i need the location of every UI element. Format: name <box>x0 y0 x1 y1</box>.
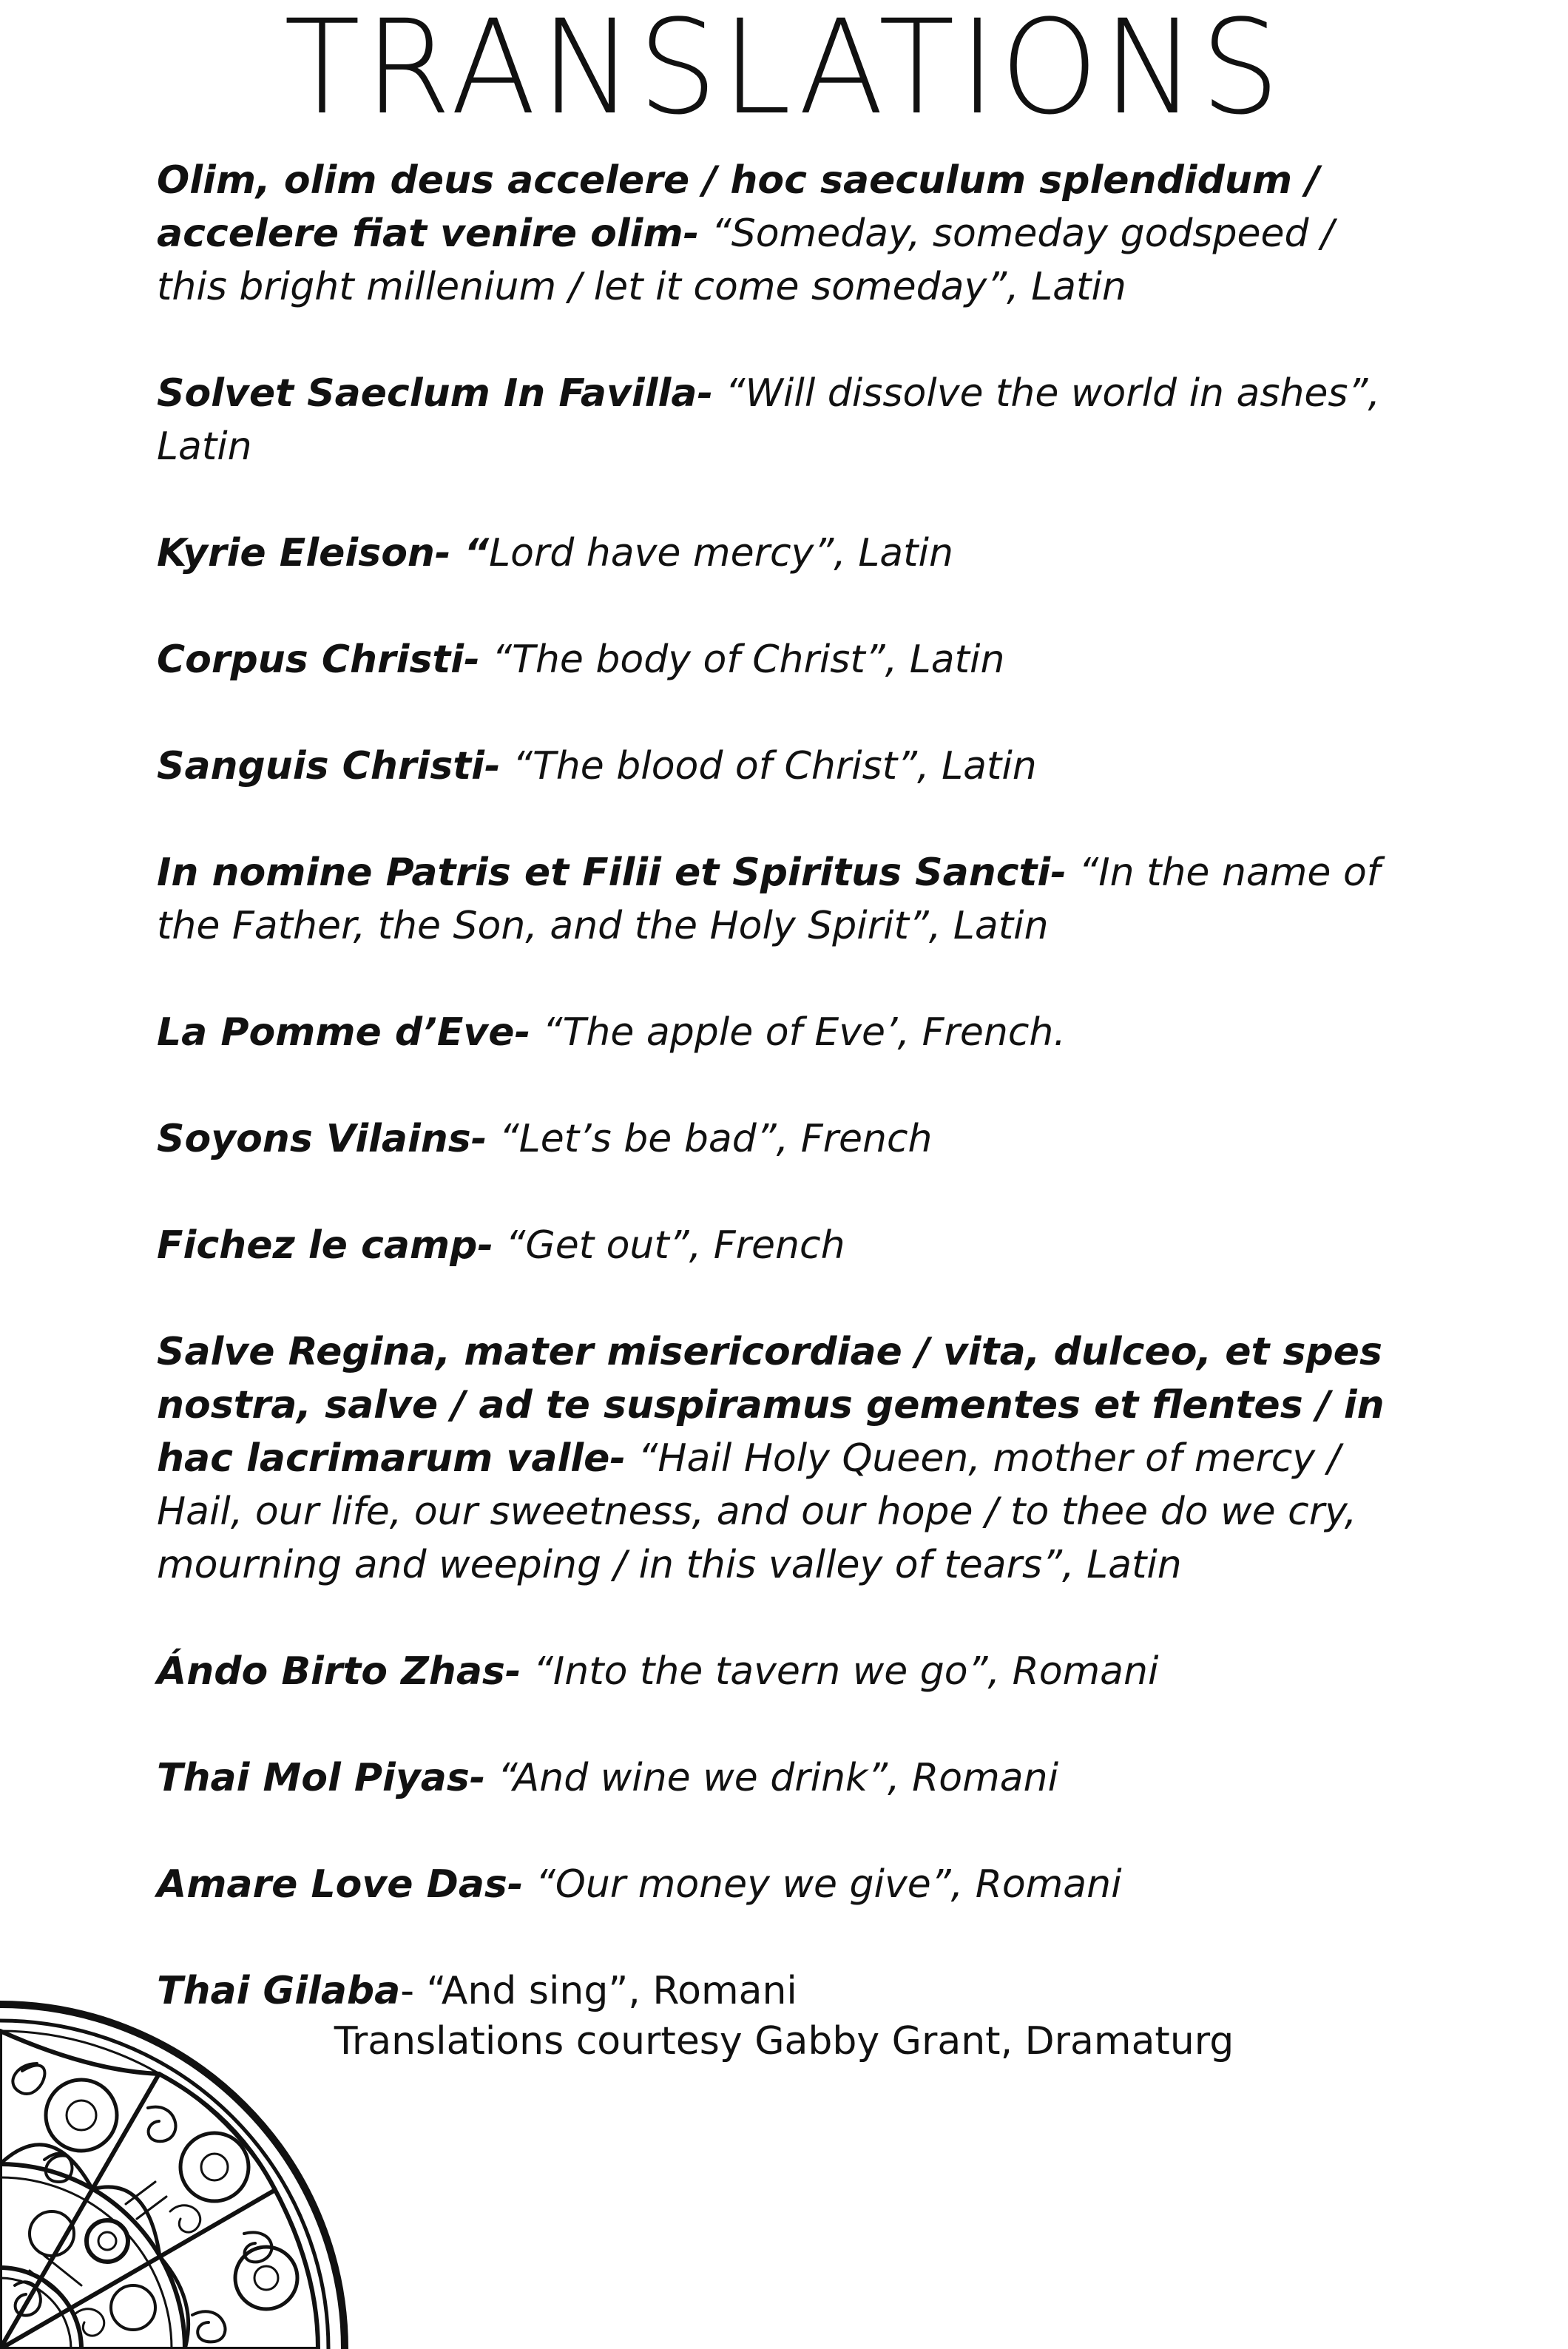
entry-term: Salve Regina, mater misericordiae / vita, dulceo, et spes nostra, salve / ad te suspiramus gementes et flentes / in hac lacrimarum valle- <box>157 1330 1385 1481</box>
entry-gloss: “Someday, someday godspeed / this bright millenium / let it come someday”, Latin <box>157 212 1334 309</box>
entry-gloss: - “And sing”, Romani <box>400 1969 797 2013</box>
entry-gloss: “The body of Christ”, Latin <box>479 638 1005 682</box>
entry-term: Ándo Birto Zhas- <box>157 1649 521 1694</box>
entry-gloss: Lord have mercy”, Latin <box>489 531 953 575</box>
page-title: TRANSLATIONS <box>283 0 1285 143</box>
entry-gloss: “Will dissolve the world in ashes”, Latin <box>157 371 1380 469</box>
translation-entry <box>157 846 1399 953</box>
entry-gloss: “The blood of Christ”, Latin <box>500 744 1037 788</box>
rose-window-icon <box>0 1990 355 2349</box>
translation-entry <box>157 740 1399 793</box>
translation-entry <box>157 154 1399 314</box>
translation-entry <box>157 1219 1399 1272</box>
translation-entry <box>157 633 1399 686</box>
entry-gloss: “Let’s be bad”, French <box>487 1117 933 1161</box>
entry-term: In nomine Patris et Filii et Spiritus Sancti- <box>157 851 1067 895</box>
translation-entry <box>157 1858 1399 1911</box>
entry-term: Amare Love Das- <box>157 1862 524 1907</box>
entry-gloss: “Get out”, French <box>493 1223 845 1268</box>
translation-entry <box>157 1751 1399 1805</box>
entry-term: Corpus Christi- <box>157 638 480 682</box>
translation-entry <box>157 1006 1399 1059</box>
entry-term: Fichez le camp- <box>157 1223 493 1268</box>
entry-term: Kyrie Eleison- “ <box>157 531 490 575</box>
entry-term: Thai Gilaba <box>157 1969 401 2013</box>
entry-gloss: “In the name of the Father, the Son, and the Holy Spirit”, Latin <box>157 851 1381 948</box>
translation-entry <box>157 1112 1399 1166</box>
entry-term: Solvet Saeclum In Favilla- <box>157 371 714 416</box>
entry-gloss: “Hail Holy Queen, mother of mercy / Hail, our life, our sweetness, and our hope / to thee do we cry, mourning and weeping / in this valley of tears”, Latin <box>157 1436 1357 1587</box>
entry-gloss: “The apple of Eve’, French. <box>530 1010 1066 1055</box>
entry-term: La Pomme d’Eve- <box>157 1010 531 1055</box>
entry-term: Sanguis Christi- <box>157 744 501 788</box>
entry-term: Soyons Vilains- <box>157 1117 487 1161</box>
translation-entry <box>157 527 1399 580</box>
entry-gloss: “Into the tavern we go”, Romani <box>521 1649 1159 1694</box>
translation-entry <box>157 1645 1399 1698</box>
entry-term: Olim, olim deus accelere / hoc saeculum splendidum / accelere fiat venire olim- <box>157 158 1320 256</box>
translation-entry <box>157 367 1399 473</box>
entry-gloss: “And wine we drink”, Romani <box>485 1756 1059 1800</box>
translation-entry <box>157 1325 1399 1592</box>
entry-gloss: “Our money we give”, Romani <box>523 1862 1122 1907</box>
entry-term: Thai Mol Piyas- <box>157 1756 486 1800</box>
translation-credit: Translations courtesy Gabby Grant, Dramaturg <box>334 2019 1234 2064</box>
translation-list <box>157 154 1399 2071</box>
